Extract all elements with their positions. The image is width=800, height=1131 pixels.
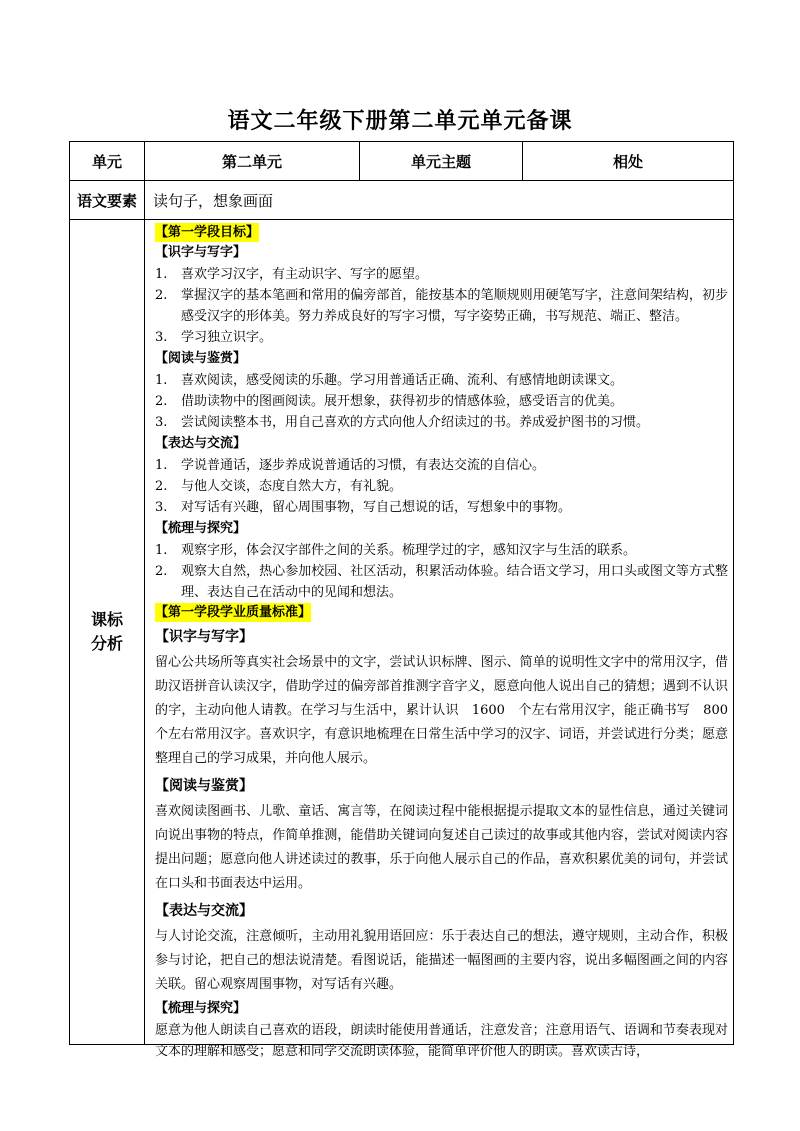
item-text: 掌握汉字的基本笔画和常用的偏旁部首，能按基本的笔顺规则用硬笔写字，注意间架结构，初步感受汉字的形体美。努力养成良好的写字习惯，写字姿势正确，书写规范、端正、整洁。 <box>181 288 728 324</box>
item-number: 3. <box>155 330 168 345</box>
analysis-content-cell <box>145 220 734 1059</box>
standard-paragraph: 愿意为他人朗读自己喜欢的语段，朗读时能使用普通话，注意发音；注意用语气、语调和节奏表现对文本的理解和感受；愿意和同学交流朗读体验，能简单评价他人的朗读。喜欢读古诗， <box>155 1023 728 1059</box>
list-item <box>155 540 728 561</box>
item-number: 2. <box>155 564 168 579</box>
item-text: 观察字形，体会汉字部件之间的关系。梳理学过的字，感知汉字与生活的联系。 <box>181 543 637 558</box>
standard-section-title: 【表达与交流】 <box>155 903 253 919</box>
item-text: 学说普通话，逐步养成说普通话的习惯，有表达交流的自信心。 <box>181 458 546 473</box>
theme-label: 单元主题 <box>360 142 523 181</box>
analysis-content <box>145 220 733 1059</box>
analysis-label-line: 分析 <box>90 634 123 653</box>
header-row <box>70 142 734 181</box>
list-item <box>155 497 728 518</box>
page-title: 语文二年级下册第二单元单元备课 <box>227 109 573 134</box>
item-text: 与他人交谈，态度自然大方，有礼貌。 <box>181 479 403 494</box>
item-text: 尝试阅读整本书，用自己喜欢的方式向他人介绍读过的书。养成爱护图书的习惯。 <box>181 415 650 430</box>
list-item <box>155 412 728 433</box>
analysis-label-line: 课标 <box>90 610 123 629</box>
theme-value: 相处 <box>523 142 734 181</box>
standard-paragraph: 喜欢阅读图画书、儿歌、童话、寓言等，在阅读过程中能根据提示提取文本的显性信息，通过关键词向说出事物的特点，作简单推测，能借助关键词向复述自己读过的故事或其他内容，尝试对阅读内容提出问题；愿意向他人讲述读过的教事，乐于向他人展示自己的作品，喜欢积累优美的词句，并尝试在口头和书面表达中运用。 <box>155 804 728 891</box>
item-text: 借助读物中的图画阅读。展开想象，获得初步的情感体验，感受语言的优美。 <box>181 394 624 409</box>
goal-section <box>155 434 728 518</box>
requirement-row <box>70 181 734 220</box>
goal-section-title: 【表达与交流】 <box>155 436 247 451</box>
goal-section <box>155 519 728 603</box>
item-number: 1. <box>155 543 168 558</box>
item-number: 2. <box>155 288 168 303</box>
standard-paragraph: 留心公共场所等真实社会场景中的文字，尝试认识标牌、图示、简单的说明性文字中的常用汉字，借助汉语拼音认读汉字，借助学过的偏旁部首推测字音字义，愿意向他人说出自己的猜想；遇到不认识的字，主动向他人请教。在学习与生活中，累计认识 1600 个左右常用汉字，能正确书写 800 个左右常用汉字。喜欢识字，有意识地梳理在日常生活中学习的汉字、词语，并尝试进行分类；愿意整理自己的学习成果，并向他人展示。 <box>155 655 728 766</box>
item-text: 对写话有兴趣，留心周围事物，写自己想说的话，写想象中的事物。 <box>181 500 572 515</box>
requirement-label: 语文要素 <box>70 181 145 220</box>
list-item <box>155 476 728 497</box>
goal-section-title: 【阅读与鉴赏】 <box>155 351 247 366</box>
list-item <box>155 391 728 412</box>
list-item <box>155 561 728 603</box>
list-item <box>155 370 728 391</box>
standard-section <box>155 774 728 896</box>
item-text: 喜欢学习汉字，有主动识字、写字的愿望。 <box>181 267 429 282</box>
analysis-row <box>70 220 734 1045</box>
item-number: 2. <box>155 479 168 494</box>
analysis-label <box>70 220 145 1045</box>
standard-section <box>155 999 728 1062</box>
standards-heading: 【第一学段学业质量标准】 <box>155 605 312 620</box>
standard-section <box>155 899 728 997</box>
item-number: 1. <box>155 267 168 282</box>
goal-section <box>155 243 728 348</box>
lesson-plan-table <box>69 141 734 1059</box>
item-text: 观察大自然，热心参加校园、社区活动，积累活动体验。结合语文学习，用口头或图文等方式整理、表达自己在活动中的见闻和想法。 <box>181 564 728 600</box>
unit-value: 第二单元 <box>145 142 360 181</box>
standard-section-title: 【阅读与鉴赏】 <box>155 778 253 794</box>
item-number: 3. <box>155 500 168 515</box>
list-item <box>155 285 728 327</box>
list-item <box>155 455 728 476</box>
list-item <box>155 327 728 348</box>
item-number: 1. <box>155 458 168 473</box>
goals-heading: 【第一学段目标】 <box>155 225 260 240</box>
standard-paragraph: 与人讨论交流，注意倾听，主动用礼貌用语回应：乐于表达自己的想法，遵守规则，主动合作，积极参与讨论，把自己的想法说清楚。看图说话，能描述一幅图画的主要内容，说出多幅图画之间的内容关联。留心观察周围事物，对写话有兴趣。 <box>155 929 728 992</box>
item-number: 1. <box>155 373 168 388</box>
list-item <box>155 264 728 285</box>
item-number: 3. <box>155 415 168 430</box>
requirement-value: 读句子，想象画面 <box>145 181 734 220</box>
unit-label: 单元 <box>70 142 145 181</box>
item-text: 学习独立识字。 <box>181 330 273 345</box>
goal-section-title: 【梳理与探究】 <box>155 521 247 536</box>
standard-section <box>155 625 728 771</box>
item-number: 2. <box>155 394 168 409</box>
goal-section <box>155 349 728 433</box>
standard-section-title: 【梳理与探究】 <box>155 1001 247 1016</box>
item-text: 喜欢阅读，感受阅读的乐趣。学习用普通话正确、流利、有感情地朗读课文。 <box>181 373 624 388</box>
standard-section-title: 【识字与写字】 <box>155 629 253 645</box>
goal-section-title: 【识字与写字】 <box>155 245 247 260</box>
